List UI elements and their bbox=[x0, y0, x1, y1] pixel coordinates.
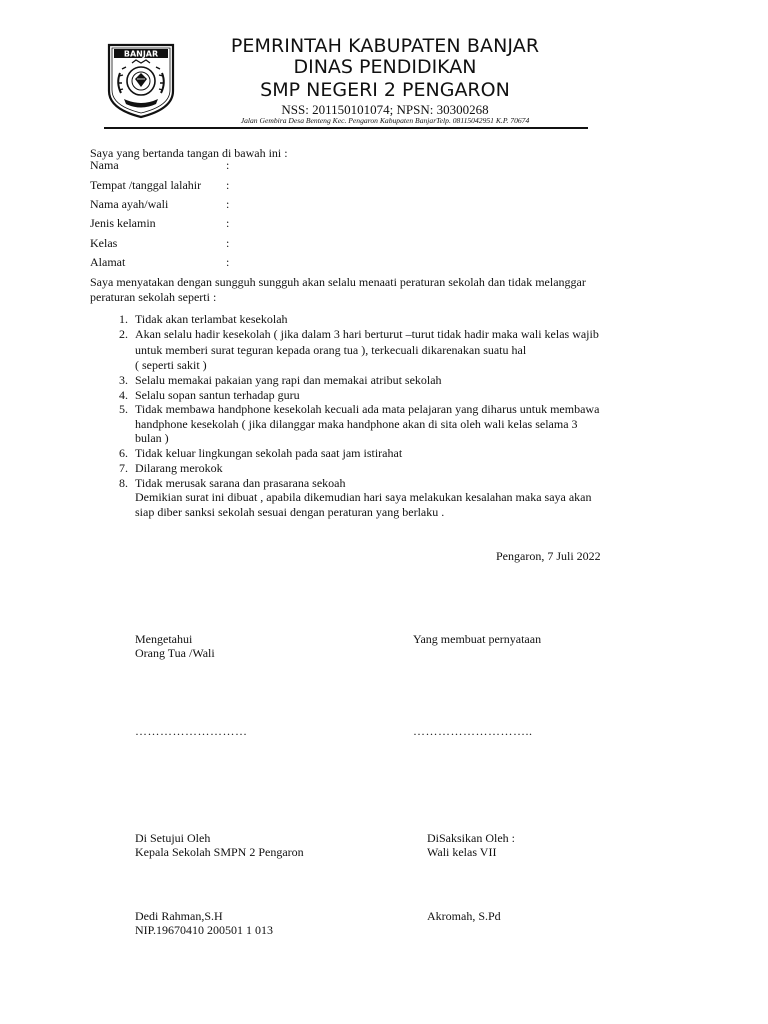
sign-headmaster-role: Kepala Sekolah SMPN 2 Pengaron bbox=[135, 845, 304, 859]
closing-line: Demikian surat ini dibuat , apabila dikemudian hari saya melakukan kesalahan maka saya akan bbox=[135, 490, 592, 504]
logo-text: BANJAR bbox=[123, 49, 159, 59]
rule-text: Tidak merusak sarana dan prasarana sekoah bbox=[135, 476, 346, 490]
rule-text: Tidak keluar lingkungan sekolah pada saat jam istirahat bbox=[135, 446, 403, 460]
sign-witnessed-by: DiSaksikan Oleh : bbox=[427, 831, 515, 845]
rule-number: 4. bbox=[119, 388, 128, 402]
homeroom-teacher-name: Akromah, S.Pd bbox=[427, 909, 501, 923]
field-label-parent: Nama ayah/wali bbox=[90, 197, 169, 211]
sign-left-title: Mengetahui bbox=[135, 632, 193, 646]
rule-number: 2. bbox=[119, 327, 128, 341]
letterhead-government: PEMRINTAH KABUPATEN BANJAR bbox=[230, 35, 540, 57]
banjar-regency-emblem bbox=[106, 43, 176, 119]
sign-left-role: Orang Tua /Wali bbox=[135, 646, 215, 660]
rule-number: 5. bbox=[119, 402, 128, 416]
field-label-address: Alamat bbox=[90, 255, 126, 269]
field-label-birth: Tempat /tanggal lalahir bbox=[90, 178, 202, 192]
letterhead-address: Jalan Gembira Desa Benteng Kec. Pengaron Kabupaten BanjarTelp. 08115042951 K.P. 70674 bbox=[240, 116, 530, 125]
rule-number: 7. bbox=[119, 461, 128, 475]
field-colon: : bbox=[226, 255, 230, 269]
headmaster-name: Dedi Rahman,S.H bbox=[135, 909, 223, 923]
sign-right-dots: ……………………….. bbox=[413, 724, 533, 738]
letterhead-divider bbox=[104, 127, 588, 129]
rule-text: Selalu memakai pakaian yang rapi dan memakai atribut sekolah bbox=[135, 373, 442, 387]
rule-text: Dilarang merokok bbox=[135, 461, 223, 475]
sign-approved-by: Di Setujui Oleh bbox=[135, 831, 211, 845]
intro-text: Saya yang bertanda tangan di bawah ini : bbox=[90, 146, 288, 160]
rule-text: bulan ) bbox=[135, 431, 169, 445]
sign-homeroom-role: Wali kelas VII bbox=[427, 845, 497, 859]
letterhead-school: SMP NEGERI 2 PENGARON bbox=[260, 79, 510, 101]
sign-left-dots: ……………………… bbox=[135, 724, 248, 738]
statement-line: Saya menyatakan dengan sungguh sungguh akan selalu menaati peraturan sekolah dan tidak melanggar bbox=[90, 275, 586, 289]
field-colon: : bbox=[226, 236, 230, 250]
rule-number: 1. bbox=[119, 312, 128, 326]
place-date: Pengaron, 7 Juli 2022 bbox=[496, 549, 601, 563]
rule-number: 6. bbox=[119, 446, 128, 460]
closing-line: siap diber sanksi sekolah sesuai dengan peraturan yang berlaku . bbox=[135, 505, 445, 519]
rule-text: Tidak membawa handphone kesekolah kecuali ada mata pelajaran yang diharus untuk membawa bbox=[135, 402, 600, 416]
field-label-gender: Jenis kelamin bbox=[90, 216, 156, 230]
rule-number: 3. bbox=[119, 373, 128, 387]
rule-number: 8. bbox=[119, 476, 128, 490]
field-colon: : bbox=[226, 178, 230, 192]
field-label-name: Nama bbox=[90, 158, 119, 172]
field-colon: : bbox=[226, 216, 230, 230]
rule-text: untuk memberi surat teguran kepada orang tua ), terkecuali dikarenakan suatu hal bbox=[135, 343, 527, 357]
headmaster-nip: NIP.19670410 200501 1 013 bbox=[135, 923, 274, 937]
rule-text: ( seperti sakit ) bbox=[135, 358, 207, 372]
field-label-class: Kelas bbox=[90, 236, 118, 250]
rule-text: handphone kesekolah ( jika dilanggar maka handphone akan di sita oleh wali kelas selama 3 bbox=[135, 417, 578, 431]
field-colon: : bbox=[226, 197, 230, 211]
sign-right-title: Yang membuat pernyataan bbox=[413, 632, 542, 646]
rule-text: Akan selalu hadir kesekolah ( jika dalam 3 hari berturut –turut tidak hadir maka wali kelas wajib bbox=[135, 327, 599, 341]
letterhead-nss: NSS: 201150101074; NPSN: 30300268 bbox=[281, 102, 489, 117]
rule-text: Selalu sopan santun terhadap guru bbox=[135, 388, 300, 402]
statement-line: peraturan sekolah seperti : bbox=[90, 290, 217, 304]
rule-text: Tidak akan terlambat kesekolah bbox=[135, 312, 288, 326]
field-colon: : bbox=[226, 158, 230, 172]
letterhead-department: DINAS PENDIDIKAN bbox=[293, 56, 477, 78]
